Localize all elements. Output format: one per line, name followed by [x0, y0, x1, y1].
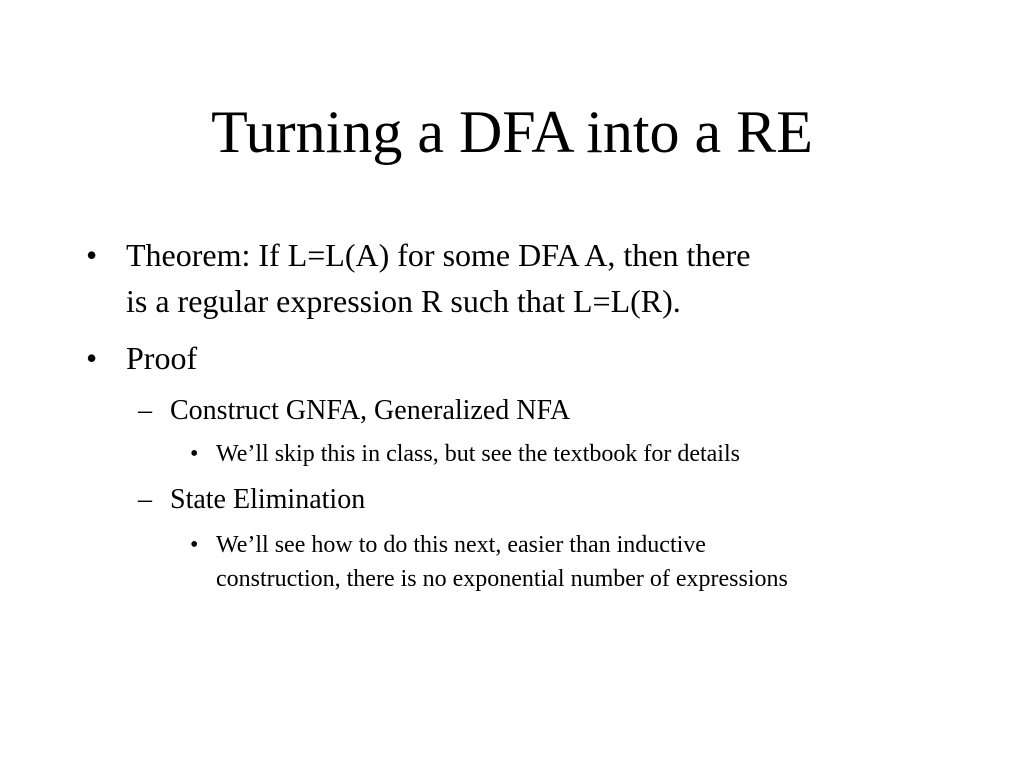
detail-gnfa	[190, 437, 740, 471]
bullet-proof	[86, 335, 198, 381]
bullet-marker: •	[86, 340, 98, 376]
sub-bullet-state-elimination	[138, 480, 366, 520]
state-elimination-text: State Elimination	[170, 484, 366, 515]
theorem-line-1: Theorem: If L=L(A) for some DFA A, then there	[126, 237, 751, 273]
slide-title: Turning a DFA into a RE	[211, 99, 813, 165]
dash-marker: –	[138, 484, 152, 515]
dash-marker: –	[138, 395, 152, 426]
bullet-marker: •	[190, 441, 199, 467]
bullet-marker: •	[86, 237, 98, 273]
theorem-line-2: is a regular expression R such that L=L(R).	[126, 283, 681, 319]
state-elimination-detail-line-1: We’ll see how to do this next, easier than inductive	[216, 532, 706, 558]
bullet-marker: •	[190, 532, 199, 558]
bullet-theorem	[86, 232, 751, 324]
detail-state-elimination	[190, 528, 788, 596]
state-elimination-detail-line-2: construction, there is no exponential number of expressions	[216, 566, 788, 592]
gnfa-detail-text: We’ll skip this in class, but see the textbook for details	[216, 441, 740, 467]
proof-text: Proof	[126, 340, 198, 376]
gnfa-text: Construct GNFA, Generalized NFA	[170, 395, 571, 426]
sub-bullet-gnfa	[138, 391, 571, 431]
